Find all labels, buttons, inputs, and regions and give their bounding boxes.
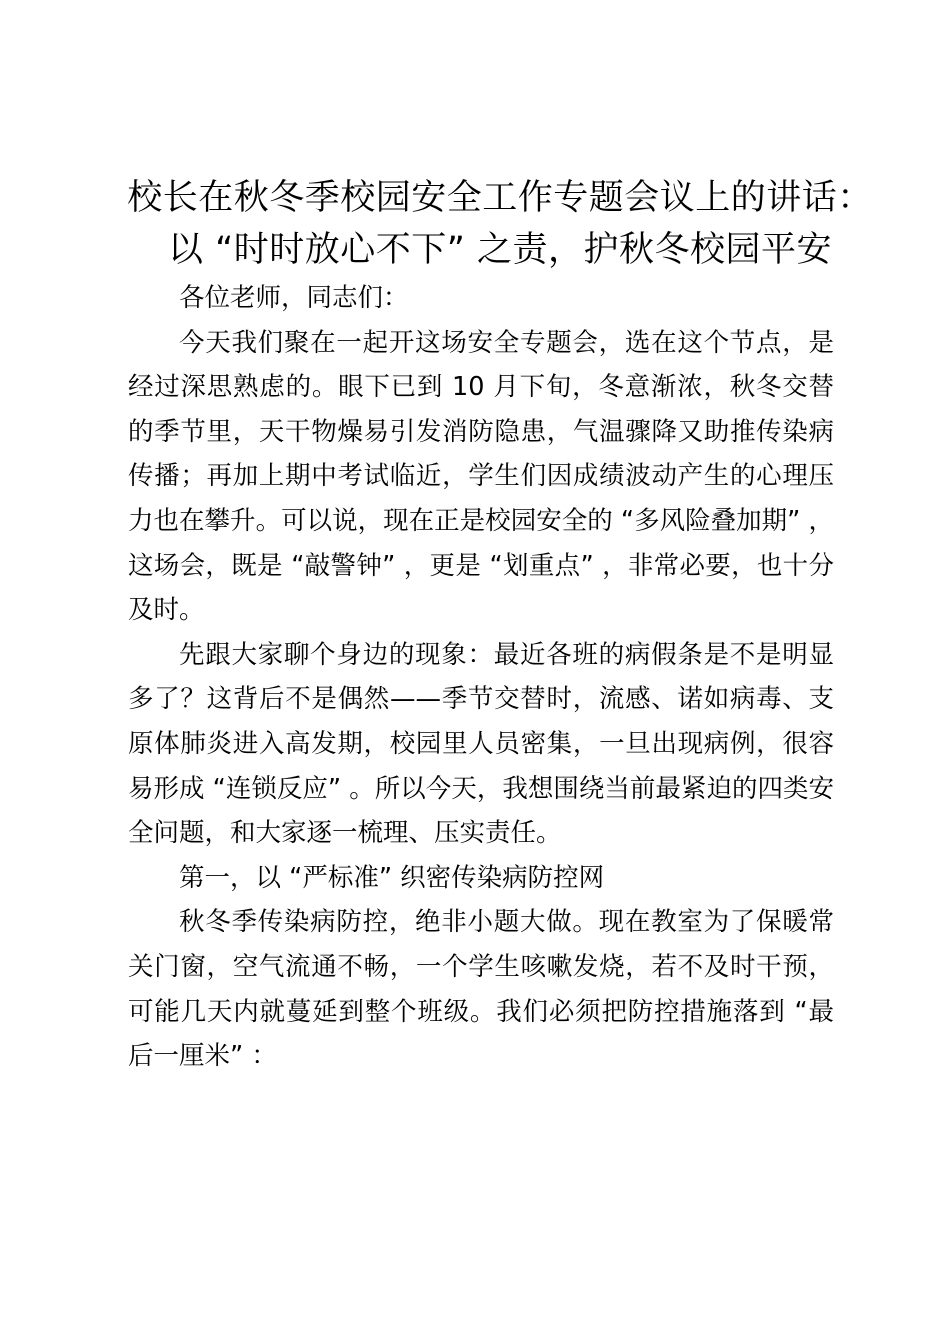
body-paragraph: 先跟大家聊个身边的现象：最近各班的病假条是不是明显多了？这背后不是偶然——季节交替时，流感、诺如病毒、支原体肺炎进入高发期，校园里人员密集，一旦出现病例，很容易形成 “连锁反应” 。所以今天，我想围绕当前最紧迫的四类安全问题，和大家逐一梳理、压实责任。 xyxy=(128,639,834,849)
body-paragraph: 今天我们聚在一起开这场安全专题会，选在这个节点，是经过深思熟虑的。眼下已到 10 月下旬，冬意渐浓，秋冬交替的季节里，天干物燥易引发消防隐患，气温骤降又助推传染病传播；再加上期中考试临近，学生们因成绩波动产生的心理压力也在攀升。可以说，现在正是校园安全的 “多风险叠加期” ，这场会，既是 “敲警钟” ，更是 “划重点” ，非常必要，也十分及时。 xyxy=(128,327,834,626)
document-body xyxy=(128,276,834,1079)
document-title: 校长在秋冬季校园安全工作专题会议上的讲话：以 “时时放心不下” 之责，护秋冬校园平安 xyxy=(127,178,873,270)
section-heading: 第一，以 “严标准” 织密传染病防控网 xyxy=(179,862,605,893)
salutation-paragraph: 各位老师，同志们： xyxy=(179,283,409,313)
body-paragraph: 秋冬季传染病防控，绝非小题大做。现在教室为了保暖常关门窗，空气流通不畅，一个学生咳嗽发烧，若不及时干预，可能几天内就蔓延到整个班级。我们必须把防控措施落到 “最后一厘米” ： xyxy=(128,907,834,1072)
